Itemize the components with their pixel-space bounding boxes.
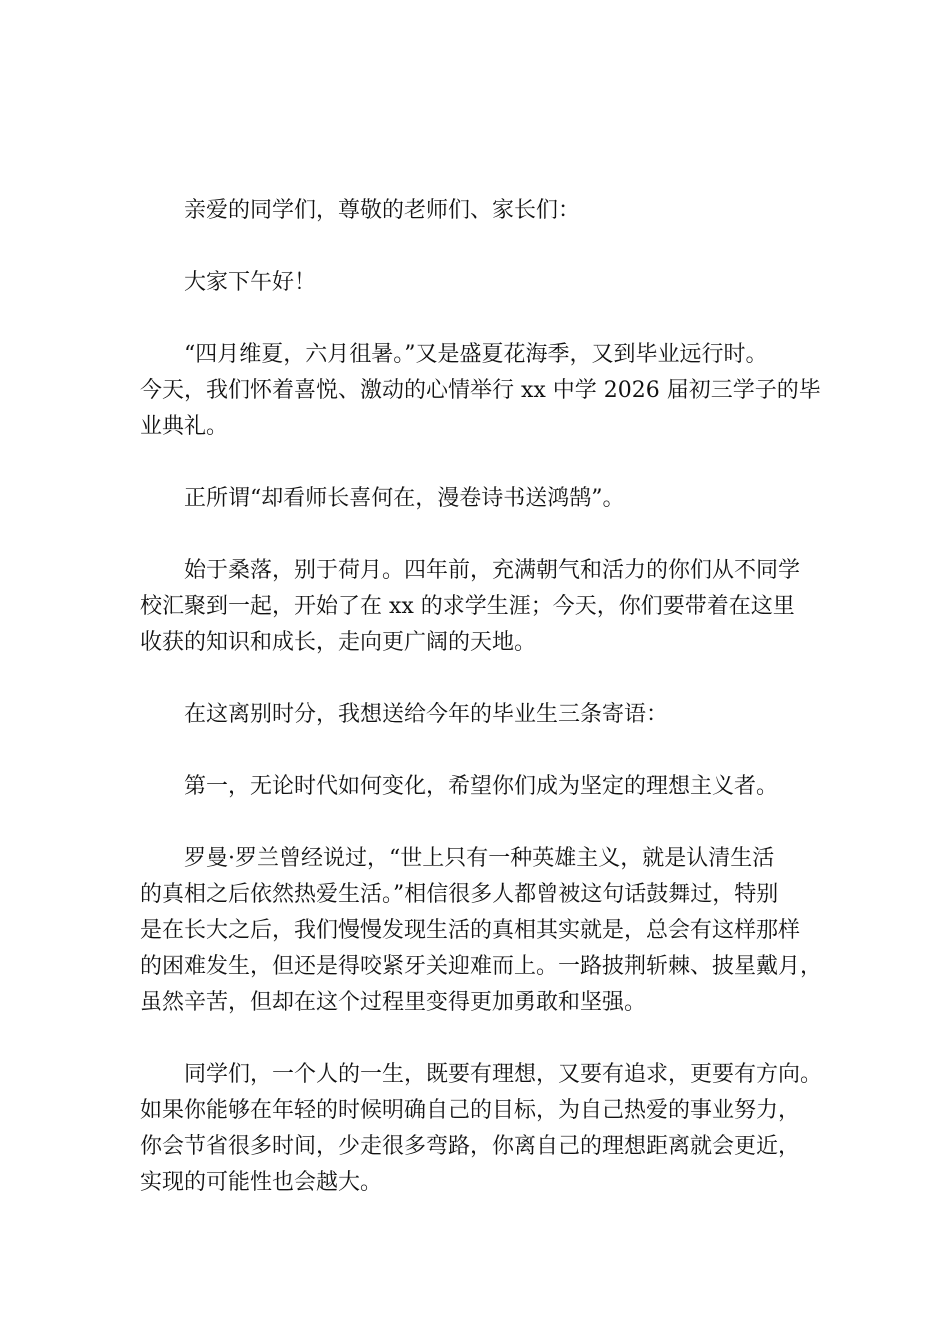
paragraph-line: 实现的可能性也会越大。: [140, 1170, 383, 1195]
paragraph-line: 同学们，一个人的一生，既要有理想，又要有追求，更要有方向。: [184, 1062, 823, 1087]
paragraph-line: 今天，我们怀着喜悦、激动的心情举行 xx 中学 2026 届初三学子的毕: [140, 378, 821, 403]
paragraph-line: 正所谓“却看师长喜何在，漫卷诗书送鸿鹄”。: [184, 486, 625, 511]
paragraph-salutation: [140, 193, 840, 229]
paragraph-romain-rolland: [140, 841, 840, 1021]
paragraph-line: 业典礼。: [140, 414, 229, 439]
paragraph-line: 亲爱的同学们，尊敬的老师们、家长们：: [184, 198, 581, 223]
paragraph-line: 虽然辛苦，但却在这个过程里变得更加勇敢和坚强。: [140, 990, 647, 1015]
paragraph-line: 如果你能够在年轻的时候明确自己的目标，为自己热爱的事业努力，: [140, 1098, 801, 1123]
paragraph-line: 大家下午好！: [184, 270, 317, 295]
paragraph-line: 在这离别时分，我想送给今年的毕业生三条寄语：: [184, 702, 669, 727]
paragraph-line: 始于桑落，别于荷月。四年前，充满朝气和活力的你们从不同学: [184, 558, 801, 583]
paragraph-line: 的真相之后依然热爱生活。”相信很多人都曾被这句话鼓舞过，特别: [140, 882, 779, 907]
paragraph-line: 校汇聚到一起，开始了在 xx 的求学生涯；今天，你们要带着在这里: [140, 594, 795, 619]
paragraph-line: 你会节省很多时间，少走很多弯路，你离自己的理想距离就会更近，: [140, 1134, 801, 1159]
paragraph-line: 是在长大之后，我们慢慢发现生活的真相其实就是，总会有这样那样: [140, 918, 801, 943]
paragraph-line: “四月维夏，六月徂暑。”又是盛夏花海季，又到毕业远行时。: [184, 342, 768, 367]
paragraph-message-intro: [140, 697, 840, 733]
paragraph-line: 罗曼·罗兰曾经说过，“世上只有一种英雄主义，就是认清生活: [184, 846, 775, 871]
paragraph-ideals: [140, 1057, 840, 1201]
document-body: [140, 193, 840, 1201]
paragraph-quote: [140, 481, 840, 517]
paragraph-first-message: [140, 769, 840, 805]
paragraph-greeting: [140, 265, 840, 301]
paragraph-line: 第一，无论时代如何变化，希望你们成为坚定的理想主义者。: [184, 774, 779, 799]
paragraph-line: 的困难发生，但还是得咬紧牙关迎难而上。一路披荆斩棘、披星戴月，: [140, 954, 823, 979]
paragraph-school-years: [140, 553, 840, 661]
paragraph-line: 收获的知识和成长，走向更广阔的天地。: [140, 630, 537, 655]
paragraph-opening: [140, 337, 840, 445]
